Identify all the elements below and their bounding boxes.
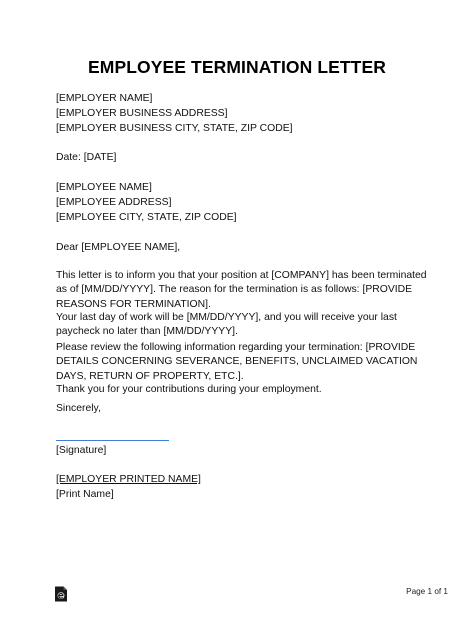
- date-line: Date: [DATE]: [56, 152, 117, 163]
- paragraph-review-information: Please review the following information regarding your termination: [PROVIDE DETAILS CONCERNING SEVERANCE, BENEFITS, UNCLAIMED VACATION DAYS, RETURN OF PROPERTY, ETC.].: [56, 342, 418, 382]
- signature-line: [56, 440, 169, 441]
- salutation-block: [56, 240, 436, 255]
- printed-name-block: [56, 472, 436, 502]
- employer-city-state-zip: [EMPLOYER BUSINESS CITY, STATE, ZIP CODE]: [56, 123, 293, 134]
- paragraph-thank-you: Thank you for your contributions during your employment.: [56, 384, 322, 395]
- employer-address: [EMPLOYER BUSINESS ADDRESS]: [56, 108, 228, 119]
- employer-name: [EMPLOYER NAME]: [56, 93, 153, 104]
- date-block: [56, 150, 436, 165]
- document-title: EMPLOYEE TERMINATION LETTER: [88, 57, 386, 77]
- print-name-label: [Print Name]: [56, 489, 114, 500]
- eforms-logo-icon: [54, 586, 68, 602]
- closing: Sincerely,: [56, 403, 101, 414]
- employee-city-state-zip: [EMPLOYEE CITY, STATE, ZIP CODE]: [56, 212, 237, 223]
- employer-printed-name: [EMPLOYER PRINTED NAME]: [56, 474, 201, 485]
- signature-label-block: [56, 443, 436, 458]
- employee-name: [EMPLOYEE NAME]: [56, 182, 152, 193]
- employee-address: [EMPLOYEE ADDRESS]: [56, 197, 172, 208]
- salutation: Dear [EMPLOYEE NAME],: [56, 242, 181, 253]
- paragraph-last-day: Your last day of work will be [MM/DD/YYYY], and you will receive your last paycheck no later than [MM/DD/YYYY].: [56, 312, 397, 338]
- closing-block: [56, 401, 436, 416]
- paragraph-termination-notice: This letter is to inform you that your position at [COMPANY] has been terminated as of [MM/DD/YYYY]. The reason for the termination is as follows: [PROVIDE REASONS FOR TERMINATION].: [56, 270, 427, 310]
- signature-label: [Signature]: [56, 445, 107, 456]
- employee-address-block: [56, 180, 436, 225]
- employer-address-block: [56, 91, 436, 136]
- page-number: Page 1 of 1: [406, 587, 448, 596]
